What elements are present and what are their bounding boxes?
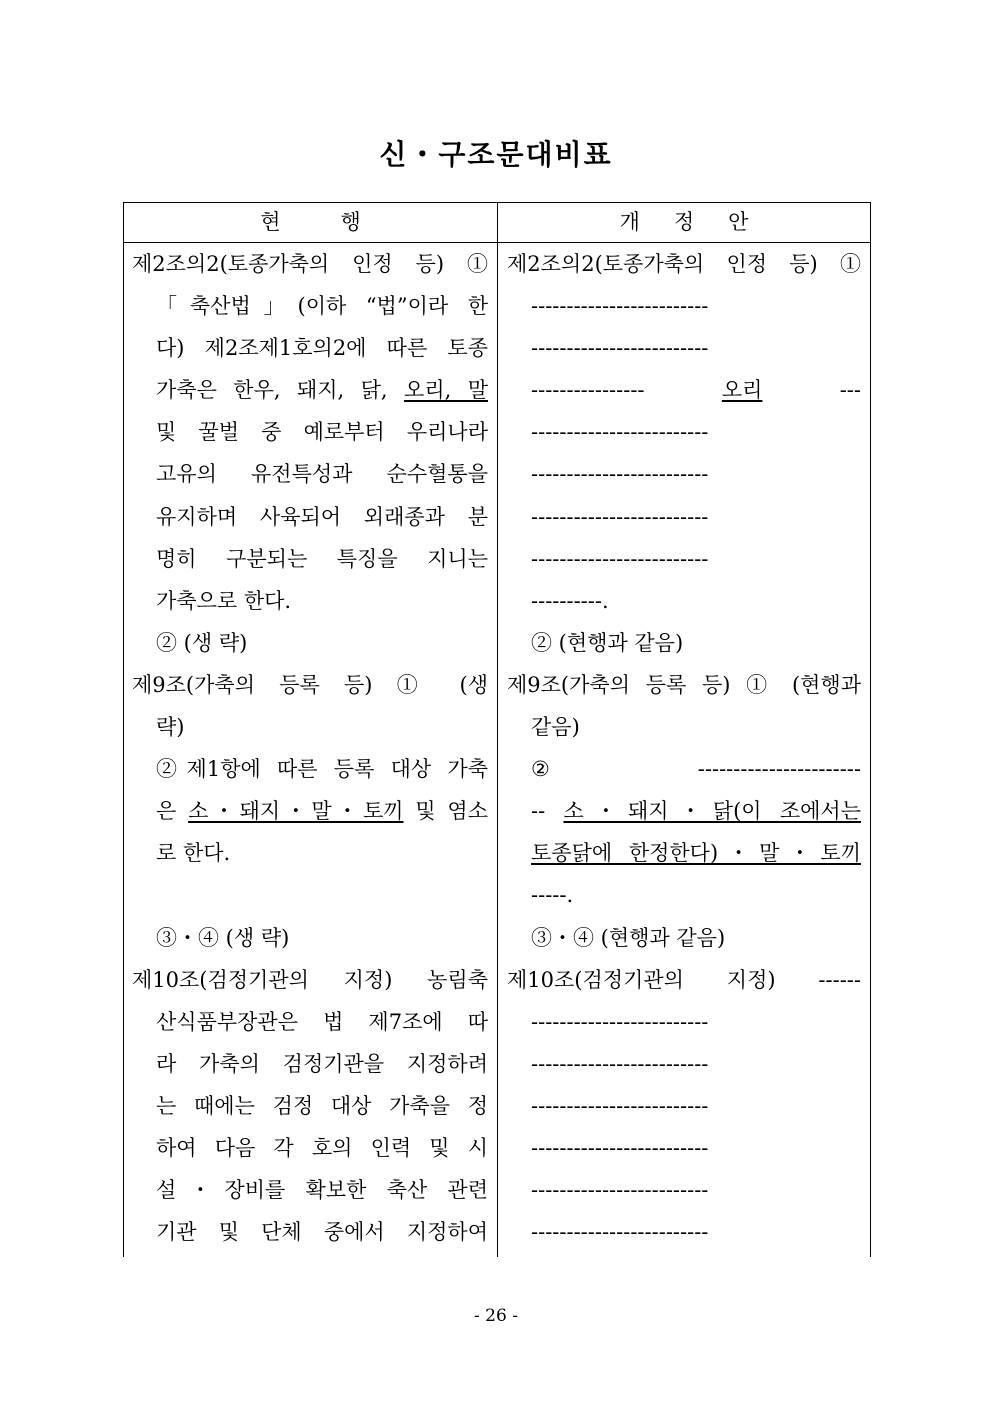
proposed-line: ------------------------- [531,546,709,571]
proposed-line [507,790,861,832]
comparison-table [123,202,871,1257]
proposed-line: 제9조(가축의 등록 등) ① (현행과 [507,672,861,697]
line-text: -- [531,799,564,824]
proposed-line: ------------------------- [531,504,709,529]
current-line: 유지하며 사육되어 외래종과 분 [156,504,488,529]
current-line: 로 한다. [156,841,231,866]
proposed-line: -----. [531,883,574,908]
underlined-amendment: 소・돼지・말・토끼 [188,799,404,824]
current-line [132,369,488,411]
proposed-line: ------------------------- [531,1178,709,1203]
proposed-line: 제2조의2(토종가축의 인정 등) ① [507,252,861,276]
proposed-line: ------------------------- [531,462,709,487]
current-line [132,874,488,916]
proposed-line [507,832,861,874]
current-line: ②제1항에 따른 등록 대상 가축 [156,757,488,782]
column-divider [497,203,498,1257]
current-line: 제2조의2(토종가축의 인정 등) ① [132,252,488,276]
proposed-line: ------------------------- [531,1135,709,1160]
line-text: 은 [156,799,189,824]
line-text: 및 염소 [403,799,488,824]
page-number: - 26 - [474,1306,518,1326]
proposed-line: 같음) [531,715,580,740]
current-line: 설・장비를 확보한 축산 관련 [156,1178,488,1203]
current-line [132,790,488,832]
underlined-amendment: 소・돼지・닭(이 조에서는 [563,799,861,824]
proposed-line: 제10조(검정기관의 지정) ------ [507,967,861,992]
current-line: 제9조(가축의 등록 등) ① (생 [132,672,488,697]
underlined-amendment: 오리, 말 [404,378,488,403]
current-line: 「축산법」(이하 “법”이라 한 [156,294,488,319]
current-line: 다) 제2조제1호의2에 따른 토종 [156,336,488,361]
proposed-line: ------------------------- [531,1220,709,1245]
proposed-line [507,369,861,411]
proposed-line: ------------------------- [531,1009,709,1034]
proposed-line: ------------------------- [531,294,709,319]
line-text: 가축은 한우, 돼지, 닭, [156,378,405,403]
current-line: 는 때에는 검정 대상 가축을 정 [156,1093,488,1118]
proposed-line: ------------------------- [531,1051,709,1076]
header-current: 현행 [260,210,421,234]
proposed-line: ② (현행과 같음) [531,630,684,655]
current-line: 및 꿀벌 중 예로부터 우리나라 [156,420,488,445]
current-line: 산식품부장관은 법 제7조에 따 [156,1009,488,1034]
proposed-text-column [507,243,861,1253]
header-proposed: 개정안 [619,210,783,234]
current-text-column [132,243,488,1253]
proposed-line: ------------------------- [531,420,709,445]
current-line: 기관 및 단체 중에서 지정하여 [156,1220,488,1245]
underlined-amendment: 토종닭에 한정한다)・말・토끼 [531,841,861,866]
proposed-line: ②----------------------- [531,757,861,782]
proposed-line: ------------------------- [531,336,709,361]
line-text: ---------------- [531,378,722,403]
proposed-line: ③・④ (현행과 같음) [531,925,726,950]
current-line: ③・④ (생 략) [156,925,290,950]
current-line: ② (생 략) [156,630,248,655]
line-text: --- [762,378,861,403]
current-line: 가축으로 한다. [156,588,292,613]
current-line: 하여 다음 각 호의 인력 및 시 [156,1135,488,1160]
current-line: 고유의 유전특성과 순수혈통을 [156,462,488,487]
current-line: 라 가축의 검정기관을 지정하려 [156,1051,488,1076]
proposed-line: ------------------------- [531,1093,709,1118]
proposed-line: ----------. [531,588,609,613]
document-title: 신・구조문대비표 [379,138,613,171]
current-line: 명히 구분되는 특징을 지니는 [156,546,488,571]
current-line: 략) [156,715,185,740]
current-line: 제10조(검정기관의 지정) 농림축 [132,967,488,992]
underlined-amendment: 오리 [721,378,763,403]
